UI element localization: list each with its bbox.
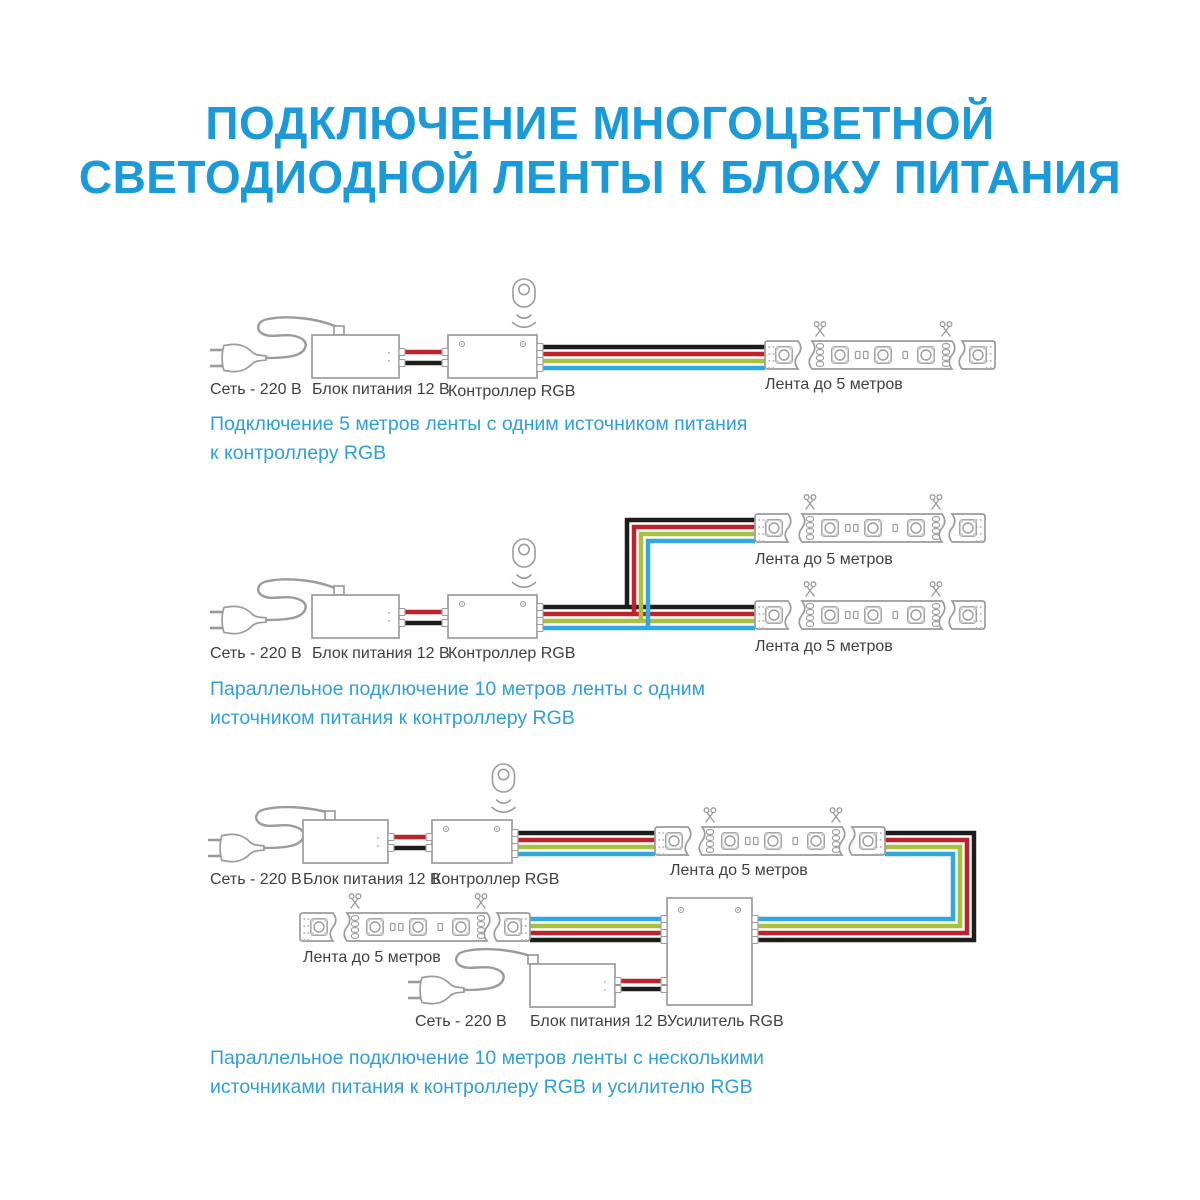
power-cord <box>456 949 533 990</box>
ir-wave <box>513 583 536 588</box>
strip-label: Лента до 5 метров <box>303 949 441 966</box>
psu-box <box>312 335 399 378</box>
diagram-1-schematic <box>210 279 995 378</box>
mains-label: Сеть - 220 В <box>415 1013 507 1030</box>
mains-label: Сеть - 220 В <box>210 645 302 662</box>
psu-label: Блок питания 12 В <box>530 1013 668 1030</box>
caption-line1: Параллельное подключение 10 метров ленты с несколькими <box>210 1047 764 1069</box>
caption-line2: источником питания к контроллеру RGB <box>210 707 575 729</box>
strip-label: Лента до 5 метров <box>755 551 893 568</box>
psu-label: Блок питания 12 В <box>312 645 450 662</box>
ir-wave <box>497 800 511 803</box>
psu-label: Блок питания 12 В <box>303 871 441 888</box>
caption-line1: Параллельное подключение 10 метров ленты с одним <box>210 678 706 700</box>
strip-label: Лента до 5 метров <box>765 376 903 393</box>
strip-label: Лента до 5 метров <box>755 638 893 655</box>
controller-label: Контроллер RGB <box>448 383 576 400</box>
ir-wave <box>517 315 531 318</box>
page-title-line1: ПОДКЛЮЧЕНИЕ МНОГОЦВЕТНОЙ <box>205 97 995 149</box>
strip-label: Лента до 5 метров <box>670 862 808 879</box>
psu-box <box>312 595 399 638</box>
ir-wave <box>513 323 536 328</box>
caption-line1: Подключение 5 метров ленты с одним источником питания <box>210 413 748 435</box>
diagram-1-caption <box>210 410 747 468</box>
mains-label: Сеть - 220 В <box>210 871 302 888</box>
caption-line2: к контроллеру RGB <box>210 442 387 464</box>
diagram-2-caption <box>210 675 705 733</box>
caption-line2: источниками питания к контроллеру RGB и усилителю RGB <box>210 1076 753 1098</box>
psu-input-nub <box>528 955 538 964</box>
controller-label: Контроллер RGB <box>448 645 576 662</box>
psu-input-nub <box>334 586 344 595</box>
psu-box <box>303 820 388 863</box>
psu-input-nub <box>325 811 335 820</box>
wire-green-loop <box>753 847 960 926</box>
mains-label: Сеть - 220 В <box>210 381 302 398</box>
controller-label: Контроллер RGB <box>432 871 560 888</box>
diagram-3-caption <box>210 1044 764 1102</box>
psu-label: Блок питания 12 В <box>312 381 450 398</box>
page-title-line2: СВЕТОДИОДНОЙ ЛЕНТЫ К БЛОКУ ПИТАНИЯ <box>78 151 1122 203</box>
psu-input-nub <box>334 326 344 335</box>
ir-wave <box>492 808 515 813</box>
amplifier-box <box>667 898 752 1005</box>
amplifier-label: Усилитель RGB <box>667 1013 784 1030</box>
psu-box <box>530 964 615 1007</box>
controller-box <box>432 820 512 863</box>
ir-wave <box>517 575 531 578</box>
